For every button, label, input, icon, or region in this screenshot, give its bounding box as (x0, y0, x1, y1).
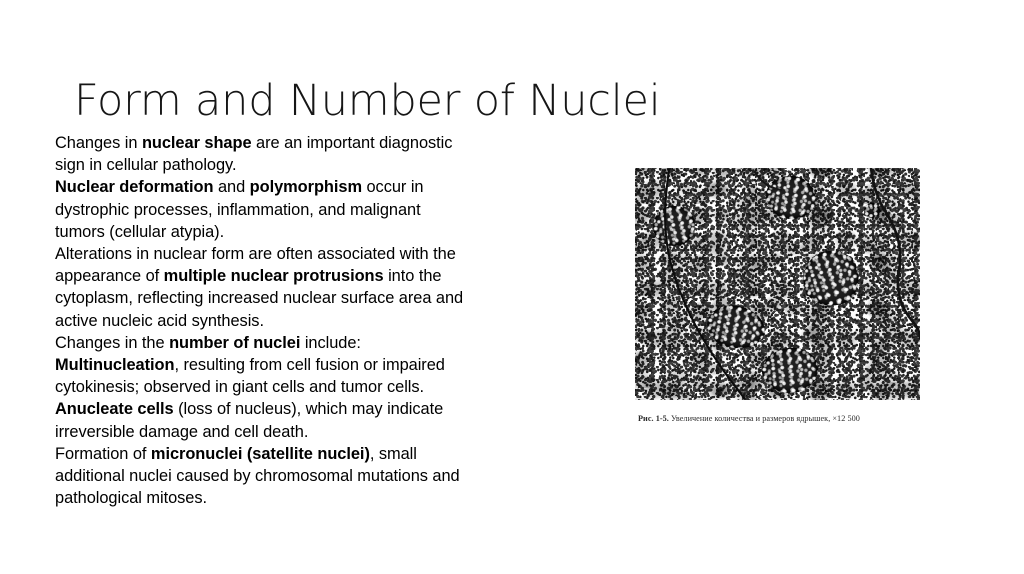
body-line (55, 487, 560, 509)
emphasis-term: polymorphism (249, 178, 362, 197)
body-line (55, 199, 560, 221)
body-line (55, 465, 560, 487)
body-text-run: occur in (361, 178, 424, 197)
body-line (55, 154, 560, 176)
body-text-run: include: (300, 333, 361, 352)
body-line (55, 443, 560, 465)
emphasis-term: micronuclei (satellite nuclei) (150, 444, 370, 463)
body-line (55, 376, 560, 398)
body-text-run: sign in cellular pathology. (55, 156, 237, 175)
body-text-run: pathological mitoses. (55, 489, 208, 508)
emphasis-term: nuclear shape (141, 134, 252, 152)
emphasis-term: Anucleate cells (55, 400, 174, 419)
body-line (55, 265, 560, 287)
emphasis-term: multiple nuclear protrusions (163, 267, 384, 286)
body-text-run: cytoplasm, reflecting increased nuclear surface area and (55, 289, 464, 308)
body-text-run: tumors (cellular atypia). (55, 222, 225, 241)
figure-caption-number: Рис. 1-5. (638, 414, 669, 423)
nucleolus-top-right-dot (864, 203, 880, 218)
body-line (55, 243, 560, 265)
page-title: Form and Number of Nuclei (74, 75, 661, 126)
electron-micrograph-image (635, 168, 920, 400)
body-text-run: active nucleic acid synthesis. (55, 311, 264, 330)
body-line (55, 354, 560, 376)
body-line (55, 176, 560, 198)
body-text-run: and (213, 178, 250, 197)
body-text-run: additional nuclei caused by chromosomal mutations and (55, 467, 460, 486)
body-text-run: irreversible damage and cell death. (55, 422, 309, 441)
body-text-run: into the (383, 267, 442, 286)
body-line (55, 287, 560, 309)
body-line (55, 398, 560, 420)
body-text-run: dystrophic processes, inflammation, and malignant (55, 200, 421, 219)
body-text-run: Changes in the (55, 333, 170, 352)
figure-caption-text: Увеличение количества и размеров ядрышек, ×12 500 (668, 414, 860, 423)
body-text-run: Formation of (55, 444, 151, 463)
body-text-run: , small (369, 444, 417, 463)
emphasis-term: Multinucleation (55, 356, 175, 375)
body-line (55, 332, 560, 354)
body-text-block (55, 132, 560, 509)
body-text-run: , resulting from cell fusion or impaired (174, 356, 445, 375)
body-line (55, 310, 560, 332)
body-line (55, 221, 560, 243)
body-text-run: appearance of (55, 267, 164, 286)
figure-caption (635, 413, 920, 424)
emphasis-term: Nuclear deformation (55, 178, 214, 197)
body-text-run: (loss of nucleus), which may indicate (173, 400, 444, 419)
body-text-run: Changes in (55, 134, 142, 152)
body-line (55, 421, 560, 443)
figure-block (635, 168, 920, 424)
body-line (55, 132, 560, 154)
body-text-run: are an important diagnostic (251, 134, 453, 152)
emphasis-term: number of nuclei (169, 333, 301, 352)
body-text-run: cytokinesis; observed in giant cells and tumor cells. (55, 378, 425, 397)
body-text-run: Alterations in nuclear form are often associated with the (55, 245, 456, 264)
